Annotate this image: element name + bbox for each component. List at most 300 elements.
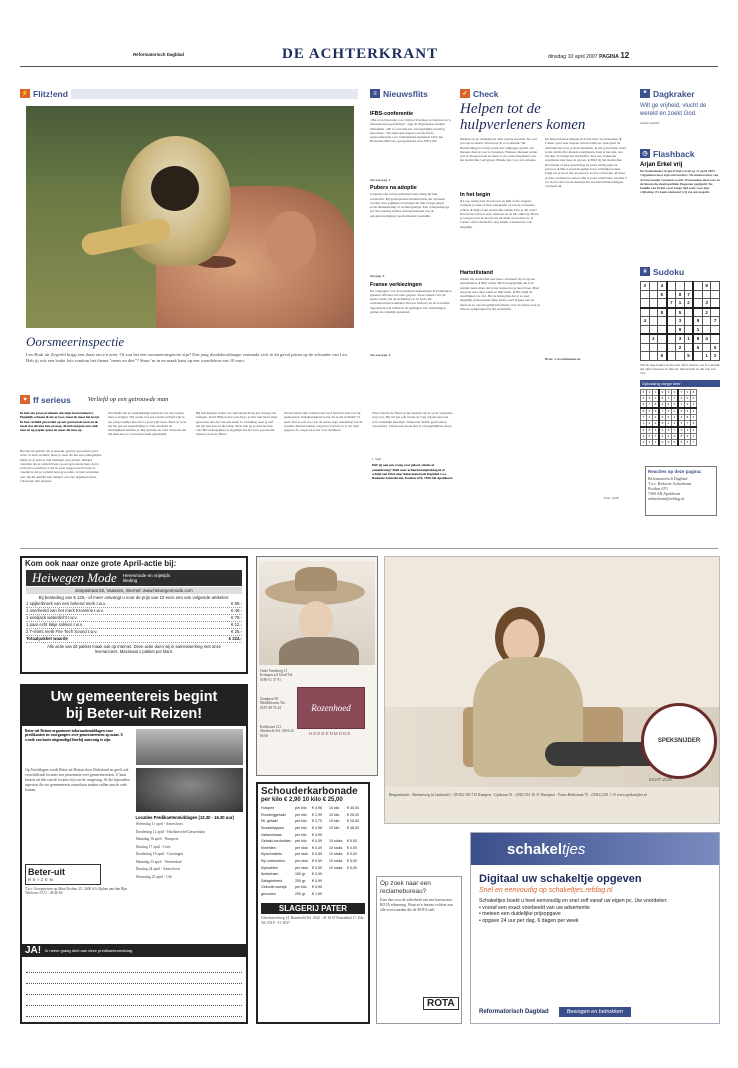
sudoku-cell[interactable]	[702, 343, 711, 352]
sudoku-cell[interactable]	[711, 290, 720, 299]
sudoku-cell: 6	[666, 427, 672, 434]
quote-icon: ❝	[640, 89, 650, 98]
slager-price-cell: € 4,98	[312, 806, 322, 811]
sudoku-row	[641, 352, 720, 361]
check-section	[460, 88, 630, 508]
sudoku-cell: 1	[693, 325, 702, 334]
beteruit-locatie-item: Donderdag 12 april - Hardinxveld-Giessendam	[135, 829, 205, 834]
sudoku-cell: 4	[672, 414, 679, 420]
slager-price-cell: € 0,59	[312, 865, 322, 870]
slager-price-cell: Sucadelappen	[261, 826, 284, 831]
sudoku-cell: 3	[659, 433, 666, 439]
check-col2-text: De hulpverleners kunnen zich dan beter voorbereiden. ● Laister goed naar degene aan de telefoon, vaak geeft de telefonist tips hoe je moet handelen. ● Als je het kunt, moet je het slachtoffer meteen reanimeren. Kun je het niet, laat het dan. Je brengt het slachtoffer door een verkeerde reanimatie niet meer in gevaar. ● Blijf bij het slachtoffer. Houd hem of haar gezelschap en praat rustig tegen de persoon. ● Het is goed mogelijk dat je schuldgevoelens krijgt als je hoort dat de persoon toch is overleden. Probeer je daar overheen te zetten. Het is jouw schuld niet. Slechts 5 tot 10 procent van de mensen die een hartstilstand krijgen, overleeft dit.	[545, 137, 627, 189]
sudoku-cell: 2	[653, 395, 660, 401]
schakel-bullet: • meteen een duidelijke prijsopgave	[479, 911, 561, 917]
beteruit-form-line[interactable]	[26, 995, 242, 1006]
beteruit-locatie-item: Maandag 23 april - Veenendaal	[135, 859, 182, 864]
sudoku-cell: 2	[672, 420, 679, 427]
sudoku-cell: 7	[685, 420, 691, 427]
sudoku-cell[interactable]	[641, 290, 650, 299]
sudoku-cell[interactable]	[693, 282, 702, 291]
sudoku-cell: 9	[691, 420, 697, 427]
slager-price-cell: per kilo	[295, 819, 307, 824]
beteruit-locatie-item: Donderdag 19 april - Groningen	[135, 852, 184, 856]
sudoku-cell[interactable]	[641, 343, 650, 352]
sudoku-cell[interactable]	[658, 334, 667, 343]
sudoku-cell: 4	[672, 401, 679, 408]
sudoku-cell: 2	[659, 401, 666, 408]
sudoku-cell[interactable]	[641, 334, 650, 343]
slager-price-cell: Hoispen	[261, 806, 275, 811]
sudoku-cell[interactable]	[684, 317, 693, 326]
sudoku-cell[interactable]	[649, 290, 658, 299]
beteruit-address: T.a.v. Groepsreizen op Maat Postbus 25, 2400 AA Alphen aan den Rijn Telefoon: 0172 - 48 46 66	[25, 887, 128, 896]
spek-photo	[385, 557, 719, 787]
sudoku-grid	[640, 281, 720, 361]
sudoku-title: Sudoku	[653, 266, 685, 277]
beteruit-form-line[interactable]	[26, 984, 242, 995]
slager-price-cell: 150 gr.	[295, 872, 306, 877]
slager-price-cell: Achterham	[261, 872, 279, 877]
sudoku-cell[interactable]	[658, 317, 667, 326]
sudoku-cell: 9	[659, 389, 666, 395]
flashback-text: De Nederlander Arjan Erkel wordt op 11 april 2004 vrijgelaten door zijn ontvoerders. De medewerker van Artsen zonder Grenzen wordt 20 maanden daarvoor in de Russische deelrepubliek Dagestan gegijzeld. De familie van Erkel voert lange tijd actie voor zijn vrijlating. Er komt niemand vrij via een losgeld.	[640, 169, 720, 195]
news-title: Pubers na adoptie	[370, 185, 417, 192]
sudoku-cell: 5	[666, 401, 672, 408]
slager-subtitle: per kilo € 2,90 10 kilo € 25,00	[261, 797, 343, 803]
slager-price-cell: 10 kilo	[329, 826, 340, 831]
news-ref: Zie ook pag. 5.	[370, 352, 392, 357]
sudoku-cell: 9	[647, 395, 653, 401]
sudoku-cell: 9	[693, 317, 702, 326]
sudoku-cell: 6	[658, 352, 667, 361]
slager-price-row	[261, 858, 365, 865]
heiwegen-item: 1 windjack waterdicht t.w.v. € 79,-	[26, 615, 242, 620]
reacties-line: T.a.v. Redactie Achterkrant	[648, 481, 692, 486]
heiwegen-item: 1 overhemd van het merk Kronnine t.w.v. € 49,-	[26, 608, 242, 613]
sudoku-cell: 1	[702, 352, 711, 361]
flitsend-photo	[26, 106, 354, 328]
serieus-col-2: Dat maakt het en aantrekkelijk aandacht van een oudere man te krijgen. Wij weten wat een enorm verliefd zijn is. Op jonge leeftijd kan dat zo goed pijn doen. Maar je weet dat het gevoel tegenstrijdig is. Zijn aandacht en hartelijkheid hebben je diep geraakt. Ik vind trouwens dat die man niet zo volwassen heeft gehandeld.	[108, 411, 187, 437]
sudoku-cell: 3	[641, 395, 647, 401]
sudoku-cell: 8	[658, 308, 667, 317]
sudoku-cell: 1	[666, 420, 672, 427]
sudoku-cell[interactable]	[684, 325, 693, 334]
masthead-paper: Reformatorisch Dagblad	[133, 52, 184, 57]
sudoku-cell: 6	[647, 408, 653, 415]
sudoku-cell: 7	[672, 395, 679, 401]
beteruit-banner	[22, 686, 246, 726]
sudoku-cell: 7	[641, 414, 647, 420]
sudoku-cell[interactable]	[658, 343, 667, 352]
schakel-slogan: Bewogen en betrokken	[559, 1007, 631, 1017]
nieuwsflits-section	[370, 88, 452, 408]
sudoku-cell[interactable]	[676, 352, 685, 361]
serieus-col-5: Wees blij dat de Heere je het merken dat je op de verkeerde weg was. Hij wil jou ook verder de weg wijzen naar een echt christelijk huwelijk. Verkeerde 'liefde' geeft alleen verwarring. Liefde naar Gods hart is onvergelijkbaar mooi.	[372, 411, 453, 428]
page-label: PAGINA	[599, 54, 619, 60]
slager-price-row	[261, 825, 365, 832]
sudoku-cell[interactable]	[649, 282, 658, 291]
sudoku-cell: 5	[676, 308, 685, 317]
sudoku-cell: 4	[641, 439, 647, 445]
header-bar	[71, 89, 358, 99]
sudoku-cell: 7	[691, 439, 697, 445]
reacties-line: Postbus 670	[648, 486, 668, 491]
rozenhoed-coat	[279, 637, 359, 665]
sudoku-cell[interactable]	[641, 308, 650, 317]
slager-price-cell: 10 stuks	[329, 839, 343, 844]
sudoku-cell[interactable]	[693, 308, 702, 317]
schakel-logo: schakeltjes	[507, 840, 586, 858]
slager-price-cell: € 25,00	[347, 812, 359, 817]
slager-price-cell: Kipkoteten	[261, 865, 278, 870]
sudoku-cell: 2	[666, 408, 672, 415]
sudoku-cell: 1	[653, 439, 660, 445]
sudoku-cell: 5	[684, 352, 693, 361]
slager-price-cell: 200 gr.	[295, 878, 306, 883]
slager-price-cell: € 45,00	[347, 806, 359, 811]
rozenhoed-location: Oude Tiendweg 11 Krimpen a/d IJssel Tel. 0180-51 37 91	[260, 669, 294, 682]
slager-price-cell: € 4,95	[312, 885, 322, 890]
beteruit-headline-1: Uw gemeentereis begint	[50, 689, 218, 705]
slager-price-list	[258, 803, 368, 899]
news-ref: Zie pag. 3.	[370, 274, 386, 279]
sudoku-cell: 8	[659, 420, 666, 427]
sudoku-cell: 5	[685, 408, 691, 415]
news-text: De campagne voor de presidentsverkiezingen in Frankrijk is gisteren officieel van start gegaan. Twee weken voor de eerste ronde van de stemming op 22 april. De centrumrechtse kandidaat Nicolas Sarkozy en de socialiste Ségolène Royal leiden in de peilingen. De verkiezingen gelden als tamelijk spannend.	[370, 288, 452, 315]
sudoku-section	[640, 266, 720, 446]
sudoku-cell[interactable]	[676, 282, 685, 291]
slager-price-cell: € 1,65	[312, 892, 322, 897]
sudoku-cell[interactable]	[684, 343, 693, 352]
sudoku-row	[641, 299, 720, 308]
beteruit-locaties-list	[136, 821, 244, 881]
sudoku-cell: 9	[676, 325, 685, 334]
sudoku-cell: 1	[647, 414, 653, 420]
photo-ear	[266, 211, 316, 271]
slager-price-cell: € 25,00	[347, 819, 359, 824]
heiwegen-header: Kom ook naar onze grote April-actie bij:	[25, 559, 177, 568]
sudoku-cell: 7	[711, 317, 720, 326]
serieus-subtitle: Verliefd op een getrouwde man	[87, 396, 169, 403]
ad-rozenhoed	[256, 556, 378, 776]
sudoku-cell: 3	[702, 299, 711, 308]
serieus-col-1: Het mooie gedicht dat je stuurde, geeft je gevoelens goed weer. Je bent verliefd, maar je weet dat het een onmogelijke liefde is: je kunt er met niemand over praten. Iemand vertellen dat je verliefd bent op een getrouwde man, dat is toch onvoorstelbaar. Laat ik eerst zeggen dat het niet zo vreemd is dat je verliefd bent geworden. Je bent zeventien jaar. Op die leeftijd zijn meisjes over het algemeen meer volwassen dan jongens.	[20, 449, 102, 484]
schakel-banner	[471, 833, 719, 865]
sudoku-cell: 8	[641, 408, 647, 415]
slager-price-cell: Gekookt worstje	[261, 885, 287, 890]
rozenhoed-sub: HOEDENMODE	[308, 731, 352, 736]
masthead-title: DE ACHTERKRANT	[282, 46, 439, 62]
reacties-box	[645, 466, 717, 516]
sudoku-cell[interactable]	[693, 299, 702, 308]
slager-price-cell: per kilo	[295, 806, 307, 811]
sudoku-cell[interactable]	[667, 282, 676, 291]
check-intro: Midden op de winkelstraat zakt opeens een man die voor je loopt in elkaar. Wat doe je in zo'n situatie? De Hartstichting is vorige week een campagne gestart om mensen daarop voor te bereiden. Wanneer mensen weten wat ze moeten doen en laten, is de overlevingskans voor het slachtoffer veel groter. Enkele tips voor zo'n situatie.	[460, 137, 538, 163]
slager-price-cell: € 4,00	[347, 845, 357, 850]
sudoku-cell: 6	[641, 401, 647, 408]
flitsend-caption-title: Oorsmeerinspectie	[26, 334, 125, 349]
beteruit-body: Op 8 middagen wordt Beter-uit Reizen door Nederland en geeft ook verschillende locaties een presentatie over gemeentereizen. U kunt kiezen uit één van de locaties bij u in de omgeving. Al die bijzondere aspecten die uw gemeentereis onmisbaar maken zullen aan de orde komen.	[25, 768, 131, 792]
sudoku-cell[interactable]	[693, 352, 702, 361]
sudoku-cell[interactable]	[649, 299, 658, 308]
slager-price-cell: per kilo	[295, 839, 307, 844]
sudoku-cell[interactable]	[693, 290, 702, 299]
ad-rota	[376, 876, 462, 1024]
sudoku-cell[interactable]	[711, 325, 720, 334]
sudoku-cell: 7	[647, 401, 653, 408]
sudoku-cell: 4	[702, 334, 711, 343]
check-sub-2: Hartstilstand	[460, 270, 493, 276]
sudoku-row	[641, 439, 697, 445]
sudoku-cell: 8	[672, 439, 679, 445]
serieus-header	[20, 394, 458, 405]
sudoku-cell: 1	[691, 433, 697, 439]
sudoku-cell: 6	[672, 433, 679, 439]
sudoku-cell: 8	[693, 334, 702, 343]
sudoku-cell: 2	[711, 352, 720, 361]
sudoku-cell[interactable]	[684, 308, 693, 317]
sudoku-cell[interactable]	[711, 308, 720, 317]
sudoku-cell: 3	[653, 420, 660, 427]
rota-title: Op zoek naar een reclamebureau?	[380, 880, 431, 895]
news-ref: Zie ook pag. 2.	[370, 178, 392, 182]
masthead-rule	[20, 66, 718, 67]
slager-price-cell: Kipschnitzels	[261, 852, 282, 857]
slager-price-cell: € 4,98	[312, 826, 322, 831]
sudoku-cell[interactable]	[711, 299, 720, 308]
beteruit-form	[26, 962, 242, 1017]
sudoku-instructions: Vul de lege hokjes in met een cijfer tussen 1 en 9. Gebruik elk cijfer één keer in elke rij, elke kolom en elk vak van 3x3.	[640, 362, 720, 376]
rozenhoed-brand: Rozenhoed	[311, 703, 351, 713]
nieuwsflits-item	[370, 185, 452, 278]
rota-logo: ROTA	[423, 997, 459, 1010]
masthead-date	[548, 51, 629, 60]
sudoku-cell[interactable]	[667, 325, 676, 334]
sudoku-cell[interactable]	[702, 317, 711, 326]
slager-price-row	[261, 891, 365, 898]
sudoku-cell: 9	[641, 427, 647, 434]
sudoku-cell: 2	[685, 389, 691, 395]
slager-price-cell: € 48,00	[347, 826, 359, 831]
sudoku-cell[interactable]	[711, 282, 720, 291]
serieus-title: ff serieus	[33, 394, 71, 405]
news-title: IFBS-conferentie	[370, 111, 414, 117]
sudoku-cell[interactable]	[649, 352, 658, 361]
sudoku-cell[interactable]	[667, 334, 676, 343]
sudoku-cell[interactable]	[649, 325, 658, 334]
sudoku-cell: 1	[641, 420, 647, 427]
slager-title: Schouderkarbonade	[261, 786, 358, 797]
ad-beteruit	[20, 684, 248, 1024]
slager-address: Gelrehoevelweg 14, Barneveld Tel. 0342 - 41 30 67 Rozendaal 17, Ede Tel. 0318 - 51 38 67	[261, 916, 364, 925]
reacties-email-link[interactable]: achterkrant@refdag.nl	[648, 496, 684, 501]
slager-price-cell: per kilo	[295, 832, 307, 837]
heiwegen-item: 1 spijkerbroek van een bekend merk t.w.v. € 59,-	[26, 601, 242, 606]
heiwegen-brand-sub: Herenmode en vrijetijds kleding	[122, 573, 171, 583]
beteruit-form-line[interactable]	[26, 973, 242, 984]
slager-price-cell: 10 kilo	[329, 812, 340, 817]
flitsend-caption-text: Leo Bruk uit Zegveld krijgt een draai om z'n oren. Of zou het een oorsmeerinspectie zijn? Een jong doodshoofdaapje vermaakt zich in dit geval prima op de schouder van Leo. Heb jij ook een leuke foto rondom het thema "mens en dier"? Stuur 'm in en maak kans op een waardebon van 10 euro.	[26, 352, 349, 363]
slager-price-cell: per kilo	[295, 826, 307, 831]
spek-tagline: ECHT ZIJN	[649, 777, 672, 782]
sudoku-cell[interactable]	[658, 325, 667, 334]
sudoku-cell[interactable]	[641, 325, 650, 334]
sudoku-cell: 4	[641, 317, 650, 326]
sudoku-cell: 8	[702, 282, 711, 291]
beteruit-logo	[25, 864, 101, 885]
sudoku-row	[641, 282, 720, 291]
heiwegen-total: Totaalpakket waarde € 224,-	[26, 636, 242, 641]
sudoku-cell[interactable]	[641, 352, 650, 361]
sudoku-cell[interactable]	[649, 343, 658, 352]
rozenhoed-face	[299, 601, 333, 641]
sudoku-cell: 9	[666, 439, 672, 445]
slager-price-cell: per stuk	[295, 859, 308, 864]
sudoku-cell[interactable]	[667, 352, 676, 361]
slager-price-row	[261, 884, 365, 891]
slager-price-cell: Salagrinbeed	[261, 878, 283, 883]
sudoku-cell: 7	[672, 427, 679, 434]
sudoku-cell[interactable]	[649, 317, 658, 326]
slager-price-row	[261, 805, 365, 812]
flitsend-section	[20, 88, 358, 410]
flashback-heading: Arjan Erkel vrij	[640, 162, 683, 168]
sudoku-cell[interactable]	[667, 317, 676, 326]
slager-price-cell: Kip cordonbleu	[261, 859, 285, 864]
slager-price-cell: per kilo	[295, 885, 307, 890]
slager-price-cell: € 2,99	[312, 812, 322, 817]
sudoku-cell: 7	[678, 389, 685, 395]
sudoku-cell: 5	[691, 395, 697, 401]
slager-price-row	[261, 838, 365, 845]
slager-price-cell: 200 gr.	[295, 892, 306, 897]
sudoku-cell[interactable]	[649, 308, 658, 317]
sudoku-cell: 8	[691, 389, 697, 395]
sudoku-cell[interactable]	[667, 308, 676, 317]
sudoku-cell: 3	[676, 334, 685, 343]
check-header	[460, 88, 630, 99]
sudoku-cell: 7	[659, 408, 666, 415]
slager-price-row	[261, 878, 365, 885]
slager-price-cell: Runderggehakt	[261, 812, 286, 817]
sudoku-cell: 9	[685, 401, 691, 408]
check-headline: Helpen tot de hulpverleners komen	[460, 101, 586, 133]
sudoku-cell[interactable]	[641, 299, 650, 308]
beteruit-form-line[interactable]	[26, 962, 242, 973]
check-sub-1-text: ● Loop rustig naar de persoon en kijk of die reageert wanneer je hem of haar aanspreekt of aan de schouders schudt. ● Kijk of het slachtoffer ademt. Hoe je dat weet? Doe het hoofd iets naar achteren en de kin omhoog. Houd je wang boven de mond van de ander en probeer zo te voelen of het slachtoffer nog ademt. Luisteren is ook mogelijk.	[460, 199, 539, 229]
flitsend-title: Flitz!end	[33, 88, 68, 99]
sudoku-cell: 6	[678, 439, 685, 445]
photo-monkey-face	[151, 166, 199, 211]
check-sub-1: In het begin	[460, 192, 491, 198]
sudoku-cell[interactable]	[711, 334, 720, 343]
beteruit-intro: Beter-uit Reizen organiseert informatiemiddagen voor predikanten en voorgangers over gemeentereizen op maat. U wordt van harte uitgenodigd hierbij aanwezig te zijn.	[25, 729, 124, 742]
slager-price-row	[261, 831, 365, 838]
schakel-bullet: • opgave 24 uur per dag, 6 dagen per week	[479, 917, 579, 924]
sudoku-row	[641, 343, 720, 352]
sudoku-cell: 4	[647, 420, 653, 427]
heiwegen-brand-bar	[26, 570, 242, 586]
slager-price-row	[261, 864, 365, 871]
slager-price-cell: per stuk	[295, 865, 308, 870]
serieus-col-4: David beleed zijn zonden toen God hem liet zien wat hij gedaan had. Indrukwekkend is het als je dat in Psalm 51 leest. Dat is ook voor jou de eerste stap: erkenning van de zonden. Daarna komen vergeven worden: ja je ver bent gegaan. Zo vergeven is het voor de Heere.	[284, 411, 363, 433]
slager-price-cell: Gehakt cordonbleu	[261, 839, 292, 844]
rozenhoed-photo	[259, 561, 375, 665]
reacties-line: Reformatorisch Dagblad	[648, 476, 688, 481]
sudoku-solution-label: Oplossing vorige keer	[640, 380, 720, 387]
slager-price-row	[261, 818, 365, 825]
sudoku-cell[interactable]	[667, 290, 676, 299]
sudoku-cell: 2	[641, 433, 647, 439]
check-col-2	[545, 137, 627, 361]
sudoku-cell: 8	[678, 433, 685, 439]
flashback-section	[640, 148, 720, 233]
sudoku-cell: 1	[653, 389, 660, 395]
slager-price-cell: Kieleitten	[261, 845, 276, 850]
sudoku-cell: 9	[685, 433, 691, 439]
beteruit-headline-2: bij Beter-uit Reizen!	[65, 706, 203, 722]
ad-slager	[256, 782, 370, 1024]
sudoku-cell: 3	[672, 389, 679, 395]
beteruit-ja: JA!	[25, 945, 42, 956]
sudoku-cell: 4	[658, 282, 667, 291]
sudoku-cell[interactable]	[702, 290, 711, 299]
nieuwsflits-header	[370, 88, 452, 99]
ad-schakeltjes	[470, 832, 720, 1024]
nieuwsflits-item	[370, 111, 452, 182]
beteruit-form-line[interactable]	[26, 1006, 242, 1017]
sudoku-cell[interactable]	[667, 343, 676, 352]
flashback-header	[640, 148, 720, 159]
sudoku-cell: 4	[666, 433, 672, 439]
sudoku-row	[641, 334, 720, 343]
sudoku-cell: 4	[678, 395, 685, 401]
sudoku-cell: 3	[691, 401, 697, 408]
dagkraker-section	[640, 88, 720, 125]
sudoku-row	[641, 290, 720, 299]
slager-price-cell: € 0,59	[312, 852, 322, 857]
rozenhoed-hat-crown	[295, 567, 337, 591]
spek-footer: Bergambacht · Berkenweg 4a (ambacht) · (0182) 350 715 Kampen · Lijnbaan 33 · (038) 331 10 11 Nunspeet · Frans Beekstraat 75 · (0341) 250 1 10 www.speksnijder.nl	[389, 793, 647, 797]
reacties-line: 7300 AR Apeldoorn	[648, 491, 681, 496]
slager-price-cell: 10 stuks	[329, 852, 343, 857]
sudoku-cell: 5	[641, 389, 647, 395]
heiwegen-list	[26, 601, 242, 643]
sudoku-cell: 1	[678, 401, 685, 408]
sudoku-cell: 8	[685, 414, 691, 420]
ad-speksnijder	[384, 556, 720, 824]
sudoku-cell: 2	[684, 299, 693, 308]
sudoku-cell: 2	[678, 414, 685, 420]
slager-price-cell: 10 stuks	[329, 859, 343, 864]
sudoku-cell: 2	[659, 439, 666, 445]
sudoku-cell[interactable]	[658, 299, 667, 308]
rozenhoed-logo	[297, 687, 365, 729]
dagkraker-header	[640, 88, 720, 99]
sudoku-cell: 6	[659, 414, 666, 420]
sudoku-cell: 5	[678, 420, 685, 427]
sudoku-cell: 8	[676, 290, 685, 299]
slager-price-row	[261, 845, 365, 852]
sudoku-row	[641, 317, 720, 326]
schakel-sub-link[interactable]: Snel en eenvoudig op schakeltjes.refdag.nl	[479, 887, 613, 894]
sudoku-cell[interactable]	[702, 325, 711, 334]
sudoku-cell[interactable]	[684, 282, 693, 291]
news-text: „Het is na bijzonder voor mij het Paasfeest te vieren in zo'n internationaal gezelschap", zegt de Nigeriaanse student Olubunmi. „Dit is voor mij een onvergetelijke ervaring geworden." De afgelopen dagen woonde hij de paasconferentie voor buitenlandse studenten bij in het Brabantse Helvoirt, georganiseerd door IFES-BS.	[370, 118, 451, 144]
sudoku-cell: 3	[691, 414, 697, 420]
beteruit-locatie-item: Woensdag 11 april - Amersfoort	[135, 822, 183, 826]
